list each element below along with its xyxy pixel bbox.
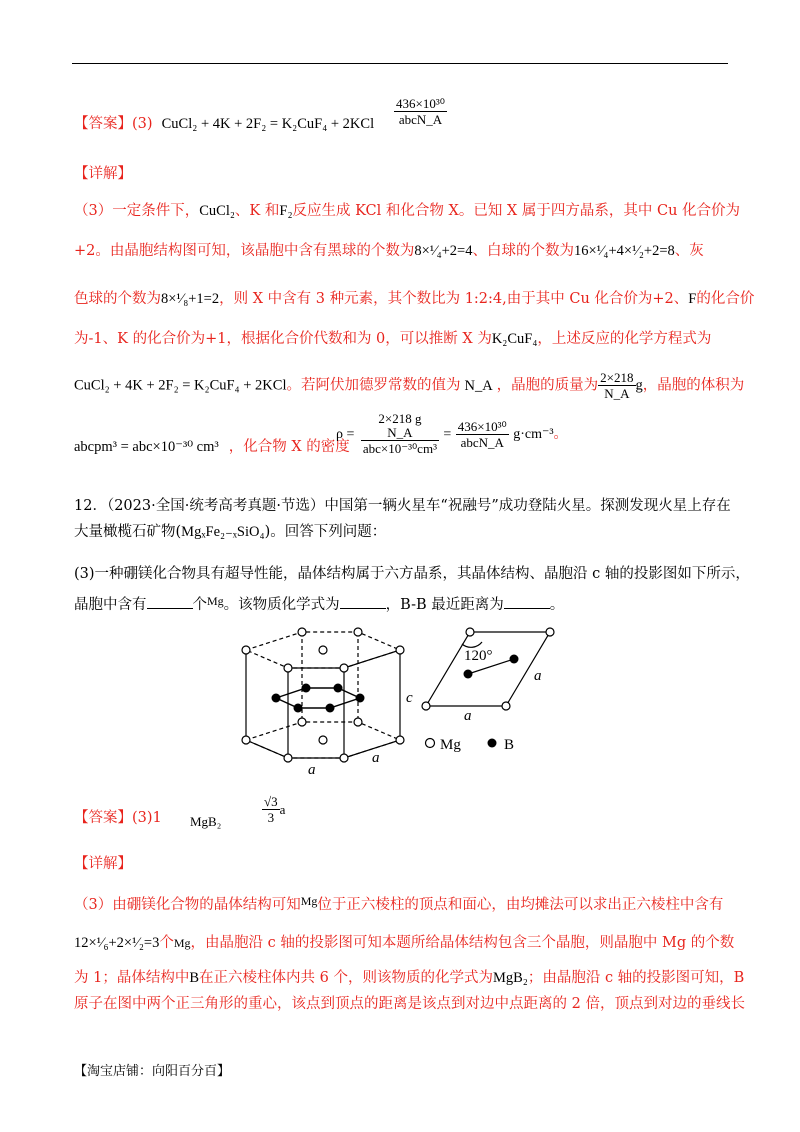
boron-hexagon: [276, 688, 360, 708]
angle-label: 120°: [464, 648, 493, 664]
legend-mg-icon: [426, 739, 435, 748]
text: 个: [159, 935, 174, 951]
formula-cucl2: CuCl₂: [199, 203, 235, 219]
mg-atoms: [242, 628, 404, 762]
formula-f2: F₂: [279, 203, 293, 219]
density-numerator: 436×10³⁰: [396, 96, 445, 111]
answer-label: 【答案】(3)1: [74, 810, 162, 826]
text: ，晶胞的质量为: [496, 377, 599, 394]
detail2-line-1: [74, 890, 723, 916]
question-12-line-1: 12．（2023·全国·统考高考真题·节选）中国第一辆火星车“祝融号”成功登陆火星。探测发现火星上存在: [74, 498, 731, 514]
label-c: c: [406, 690, 413, 706]
answer-equation: CuCl₂ + 4K + 2F₂ = K₂CuF₄ + 2KCl: [161, 116, 375, 132]
formula-k2cuf4: K₂CuF₄: [491, 331, 538, 347]
text: （3）由硼镁化合物的晶体结构可知: [74, 897, 301, 913]
symbol-mg: Mg: [173, 936, 191, 950]
text: 、灰: [674, 243, 704, 259]
formula-mgb2: MgB₂: [492, 970, 528, 986]
crystal-structure-figure: [232, 622, 572, 782]
detail1-line-4: [74, 328, 711, 350]
header-rule: [72, 63, 728, 64]
detail2-line-2: [74, 932, 734, 954]
equation-white-count: 16×¹⁄₄+4×¹⁄₂+2=8: [573, 243, 675, 259]
rho-unit: g·cm⁻³: [513, 427, 554, 442]
rho-symbol: ρ =: [336, 427, 355, 442]
answer-2: [74, 806, 162, 827]
symbol-mg: Mg: [300, 894, 318, 908]
unit-g: g: [635, 377, 643, 394]
text: ，则 X 中含有 3 种元素，其个数比为 1:2:4,由于其中 Cu 化合价为+2、: [219, 291, 689, 307]
blank-1[interactable]: [147, 608, 193, 609]
detail1-line-6: [74, 436, 350, 458]
answer-2-distance: [262, 794, 285, 825]
text: 为 1；晶体结构中: [74, 970, 190, 986]
symbol-b: B: [189, 970, 200, 986]
equation-reaction: CuCl₂ + 4K + 2F₂ = K₂CuF₄ + 2KCl: [74, 377, 287, 394]
distance-a: a: [279, 802, 286, 817]
question-12-line-2: [74, 521, 386, 543]
equation-gray-count: 8×¹⁄₈+1=2: [161, 291, 220, 307]
footer-shop: 【淘宝店铺：向阳百分百】: [74, 1064, 231, 1079]
equation-mg-count: 12×¹⁄₆+2×¹⁄₂=3: [74, 935, 160, 951]
text: )。回答下列问题：: [264, 524, 387, 540]
detail-label-1: 【详解】: [74, 166, 132, 182]
formula-olivine: MgₓFe₂₋ₓSiO₄: [181, 524, 265, 540]
legend-b: B: [504, 737, 515, 753]
detail1-line-2: [74, 240, 704, 262]
detail-label-2: 【详解】: [74, 856, 132, 872]
formula-f: F: [688, 291, 697, 307]
density-expression: [336, 412, 568, 456]
label-a-3: a: [534, 668, 542, 684]
answer-density: [394, 96, 447, 127]
question-12-sub-2: [74, 590, 564, 616]
avogadro-symbol: N_A: [464, 377, 493, 394]
text: 为-1、K 的化合价为+1，根据化合价代数和为 0，可以推断 X 为: [74, 331, 492, 347]
text: 、K 和: [234, 203, 280, 219]
rho-num-1: 2×218 g: [378, 411, 422, 426]
detail1-line-5: [74, 370, 744, 401]
text: 个: [192, 597, 207, 613]
label-a-2: a: [372, 750, 380, 766]
text: 色球的个数为: [74, 291, 161, 307]
text: ，化合物 X 的密度: [228, 439, 350, 455]
text: 。该物质化学式为: [223, 597, 340, 613]
volume-expression: abcpm³ = abc×10⁻³⁰ cm³: [74, 439, 219, 455]
text: 。若阿伏加德罗常数的值为: [286, 377, 461, 394]
detail2-line-4: 原子在图中两个正三角形的重心，该点到顶点的距离是该点到对边中点距离的 2 倍，顶点到对边的垂线长: [74, 996, 745, 1012]
rho-den-2: abcN_A: [460, 434, 504, 450]
label-a-1: a: [308, 762, 316, 778]
text: ，B-B 最近距离为: [385, 597, 504, 613]
answer-2-formula: MgB₂: [190, 814, 222, 829]
rho-den-1: abc×10⁻³⁰cm³: [362, 441, 437, 456]
text: ，晶胞的体积为: [642, 377, 745, 394]
text: 大量橄榄石矿物(: [74, 524, 182, 540]
detail1-line-1: [74, 200, 740, 222]
projection-rhombus: [426, 632, 550, 706]
mass-denominator: N_A: [604, 386, 630, 401]
blank-3[interactable]: [504, 608, 550, 609]
text: 的化合价: [696, 291, 755, 307]
mass-fraction: [598, 370, 635, 401]
text: 在正六棱柱体内共 6 个，则该物质的化学式为: [199, 970, 493, 986]
density-denominator: abcN_A: [398, 112, 443, 127]
equals: =: [443, 427, 452, 442]
detail2-line-3: [74, 967, 744, 989]
symbol-mg: Mg: [207, 594, 224, 608]
text: 。: [549, 597, 565, 613]
text: +2。由晶胞结构图可知，该晶胞中含有黑球的个数为: [74, 243, 415, 259]
distance-denominator: 3: [267, 810, 275, 825]
question-12-sub-1: (3)一种硼镁化合物具有超导性能，晶体结构属于六方晶系，其晶体结构、晶胞沿 c 轴的投影图如下所示，: [74, 566, 750, 582]
text: ；由晶胞沿 c 轴的投影图可知，B: [527, 970, 745, 986]
text: 。: [553, 426, 568, 442]
text: 晶胞中含有: [74, 597, 147, 613]
rho-num-1-sub: N_A: [387, 425, 413, 440]
label-a-4: a: [464, 708, 472, 724]
distance-numerator: √3: [264, 794, 278, 809]
text: 反应生成 KCl 和化合物 X。已知 X 属于四方晶系，其中 Cu 化合价为: [292, 203, 741, 219]
text: 位于正六棱柱的顶点和面心，由均摊法可以求出正六棱柱中含有: [317, 897, 724, 913]
text: ，由晶胞沿 c 轴的投影图可知本题所给晶体结构包含三个晶胞，则晶胞中 Mg 的个数: [190, 935, 735, 951]
blank-2[interactable]: [340, 608, 386, 609]
rho-num-2: 436×10³⁰: [457, 418, 507, 434]
mass-numerator: 2×218: [600, 370, 634, 385]
text: 、白球的个数为: [472, 243, 574, 259]
equation-black-count: 8×¹⁄₄+2=4: [414, 243, 473, 259]
answer-1: [74, 112, 374, 135]
legend-mg: Mg: [440, 737, 461, 753]
detail1-line-3: [74, 288, 754, 310]
text: （3）一定条件下，: [74, 203, 200, 219]
answer-label: 【答案】(3): [74, 116, 153, 132]
text: ，上述反应的化学方程式为: [537, 331, 712, 347]
legend-b-icon: [488, 739, 497, 748]
